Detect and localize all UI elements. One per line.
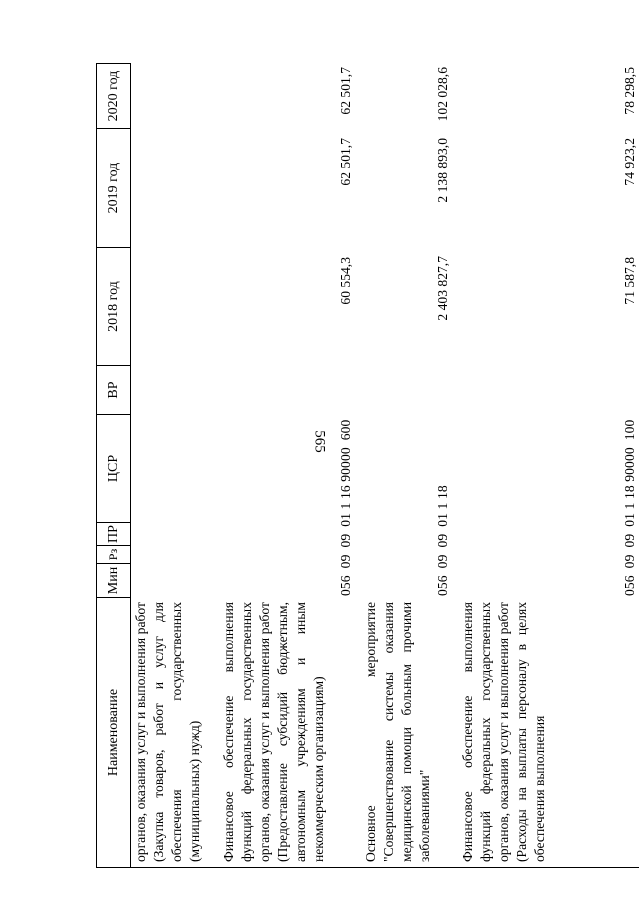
row-value-2018: 60 554,3 (338, 257, 353, 305)
row-value-2019: 62 501,7 (338, 138, 353, 186)
row-value-2020: 102 028,6 (435, 67, 450, 122)
row-name: органов, оказания услуг и выполнения работ (Закупка товаров, работ и услуг для обеспечения государственных (муниципальных) нужд) (133, 602, 202, 862)
row-value-2020: 62 501,7 (338, 67, 353, 115)
page-number: 565 (311, 430, 328, 453)
row-value-2019: 74 923,2 (622, 138, 637, 186)
header-rz: Рз (106, 548, 120, 561)
row-name: Финансовое обеспечение выполнения функций федеральных государственных органов, оказания услуг и выполнения работ (Расходы на выплаты персоналу в целях обеспечения выполнения (460, 602, 547, 862)
header-min: Мин (105, 566, 121, 595)
row-name: Основное мероприятие "Совершенствование системы оказания медицинской помощи больным прочими заболеваниями" (363, 602, 432, 862)
header-2019: 2019 год (105, 162, 121, 214)
header-2020: 2020 год (105, 70, 121, 122)
row-codes: 056 09 09 01 1 16 90000 600 (338, 419, 353, 596)
row-value-2018: 2 403 827,7 (435, 256, 450, 321)
header-pr: ПР (105, 525, 121, 543)
row-codes: 056 09 09 01 1 18 (435, 485, 450, 596)
row-value-2020: 78 298,5 (622, 67, 637, 115)
header-bottom-border (130, 63, 131, 868)
row-value-2019: 2 138 893,0 (435, 138, 450, 203)
header-name: Наименование (105, 688, 121, 777)
table-left-border (96, 867, 639, 868)
row-value-2018: 71 587,8 (622, 257, 637, 305)
header-csr: ЦСР (105, 454, 121, 483)
budget-table (96, 63, 639, 868)
row-codes: 056 09 09 01 1 18 90000 100 (622, 419, 637, 596)
row-name: Финансовое обеспечение выполнения функций федеральных государственных органов, оказания услуг и выполнения работ (Предоставление субсидий бюджетным, автономным учреждениям и иным некоммерческим организациям) (221, 602, 326, 862)
header-2018: 2018 год (105, 281, 121, 332)
header-vr: ВР (105, 381, 121, 399)
